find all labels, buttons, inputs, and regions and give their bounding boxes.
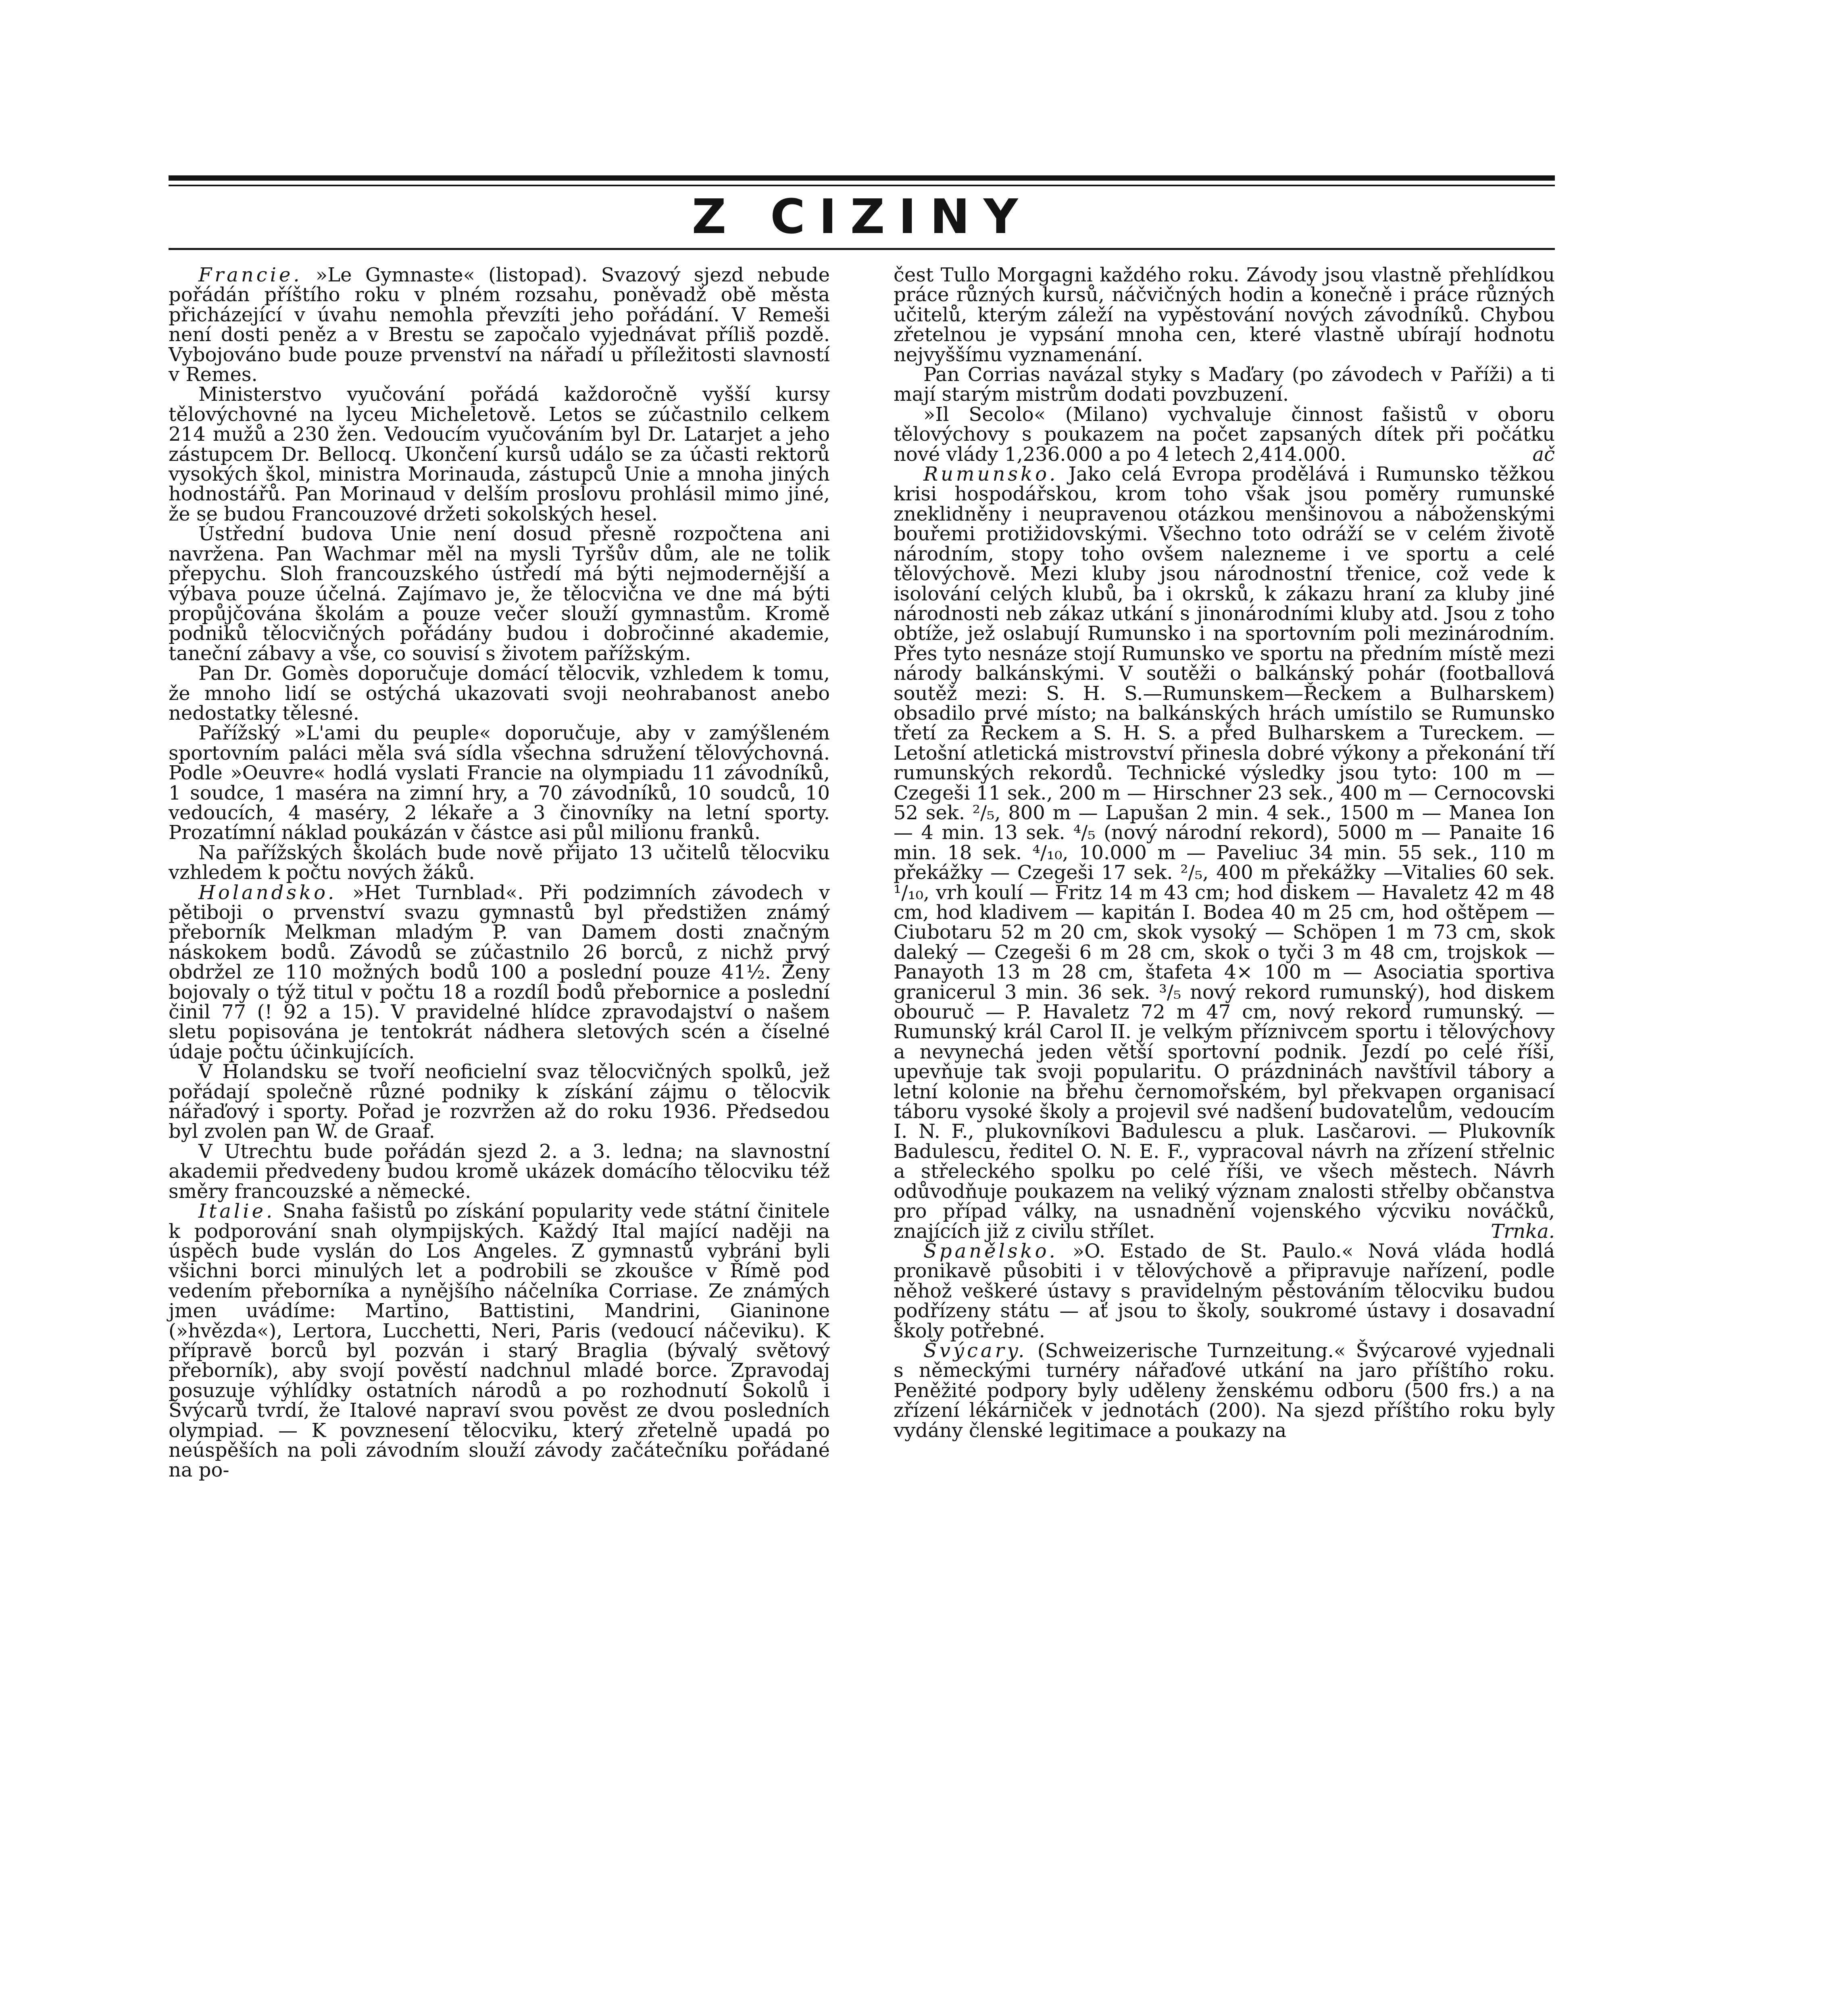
paragraph-utrecht: V Utrechtu bude pořádán sjezd 2. a 3. ledna; na slavnostní akademii předvedeny budou kromě ukázek domácího tělocviku též směry francouzské a německé. <box>169 1140 830 1203</box>
paragraph-italie: Italie. Snaha fašistů po získání popularity vede státní činitele k podporování snah olympijských. Každý Ital mající naději na úspěch bude vyslán do Los Angeles. Z gymnastů vybráni byli všichni borci minulých let a podrobili se zkoušce v Římě pod vedením přeborníka a nynějšího náčelníka Corriase. Ze známých jmen uvádíme: Martino, Battistini, Mandrini, Gianinone (»hvězda«), Lertora, Lucchetti, Neri, Paris (vedoucí náčeviku). K přípravě borců byl pozván i starý Braglia (bývalý světový přeborník), aby svojí pověstí nadchnul mladé borce. Zpravodaj posuzuje výhlídky ostatních národů a po rozhodnutí Sokolů i Švýcarů tvrdí, že Italové napraví svou pověst ze dvou posledních olympiad. — K povznesení tělocviku, který zřetelně upadá po neúspěších na poli závodním slouží závody začátečníku pořádané na po- <box>169 1200 830 1482</box>
signature-ac: ač <box>1532 443 1555 466</box>
paragraph-ucitele: Na pařížských školách bude nově přijato 13 učitelů tělocviku vzhledem k počtu nových žáků. <box>169 841 830 884</box>
paragraph-il-secolo: »Il Secolo« (Milano) vychvaluje činnost fašistů v oboru tělovýchovy s poukazem na počet zapsaných dítek při počátku nové vlády 1,236.000 a po 4 letech 2,414.000. ač <box>894 403 1555 466</box>
signature-trnka: Trnka. <box>1491 1220 1555 1243</box>
top-rule <box>169 175 1555 181</box>
section-title: Z CIZINY <box>692 189 1032 244</box>
paragraph-italie-continued: čest Tullo Morgagni každého roku. Závody jsou vlastně přehlídkou práce různých kursů, náčvičných hodin a konečně i práce různých učitelů, kterým záleží na vypěstování nových závodníků. Chybou zřetelnou je vypsání mnoha cen, které vlastně ubírají hodnotu nejvyššímu vyznamenání. <box>894 264 1555 366</box>
left-column <box>169 265 830 1481</box>
paragraph-corrias: Pan Corrias navázal styky s Maďary (po závodech v Paříži) a ti mají starým mistrům dodati povzbuzení. <box>894 363 1555 406</box>
paragraph-ami-du-peuple: Pařížský »L'ami du peuple« doporučuje, aby v zamýšleném sportovním paláci měla svá sídla všechna sdružení tělovýchovná. Podle »Oeuvre« hodlá vyslati Francie na olympiadu 11 závodníků, 1 soudce, 1 maséra na zimní hry, a 70 závodníků, 10 soudců, 10 vedoucích, 4 maséry, 2 lékaře a 3 činovníky na letní sporty. Prozatímní náklad poukázán v částce asi půl milionu franků. <box>169 722 830 844</box>
paragraph-ustredni-budova: Ústřední budova Unie není dosud přesně rozpočtena ani navržena. Pan Wachmar měl na mysli Tyršův dům, ale ne tolik přepychu. Sloh francouzského ústředí má býti nejmodernější a výbava pouze účelná. Zajímavo je, že tělocvična ve dne má býti propůjčována školám a pouze večer slouží gymnastům. Kromě podniků tělocvičných pořádány budou i dobročinné akademie, taneční zábavy a vše, co souvisí s životem pařížským. <box>169 523 830 665</box>
right-column <box>894 265 1555 1441</box>
paragraph-gomes: Pan Dr. Gomès doporučuje domácí tělocvik, vzhledem k tomu, že mnoho lidí se ostýchá ukazovati svoji neohrabanost anebo nedostatky tělesné. <box>169 662 830 725</box>
paragraph-spanelsko: Španělsko. »O. Estado de St. Paulo.« Nová vláda hodlá pronikavě působiti i v tělovýchově a připravuje nařízení, podle něhož veškeré ústavy s pravidelným pěstováním tělocviku budou podřízeny státu — ať jsou to školy, soukromé ústavy i dosavadní školy potřebné. <box>894 1239 1555 1342</box>
paragraph-holandsko-svaz: V Holandsku se tvoří neoficielní svaz tělocvičných spolků, jež pořádají společně různé podniky k získání zájmu o tělocvik nářaďový i sporty. Pořad je rozvržen až do roku 1936. Předsedou byl zvolen pan W. de Graaf. <box>169 1060 830 1143</box>
paragraph-rumunsko: Rumunsko. Jako celá Evropa prodělává i Rumunsko těžkou krisi hospodářskou, krom toho však jsou poměry rumunské zneklidněny i neupravenou otázkou menšinovou a náboženskými bouřemi protižidovskými. Všechno toto odráží se v celém životě národním, stopy toho ovšem nalezneme i ve sportu a celé tělovýchově. Mezi kluby jsou národnostní třenice, což vede k isolování celých klubů, ba i okrsků, k zákazu hraní za kluby jiné národnosti neb zákaz utkání s jinonárodními kluby atd. Jsou z toho obtíže, jež oslabují Rumunsko i na sportovním poli mezinárodním. Přes tyto nesnáze stojí Rumunsko ve sportu na předním místě mezi národy balkánskými. V soutěži o balkánský pohár (footballová soutěž mezi: S. H. S.—Rumunskem—Řeckem a Bulharskem) obsadilo prvé místo; na balkánských hrách umístilo se Rumunsko třetí za Řeckem a S. H. S. a před Bulharskem a Tureckem. — Letošní atletická mistrovství přinesla dobré výkony a překonání tří rumunských rekordů. Technické výsledky jsou tyto: 100 m — Czegeši 11 sek., 200 m — Hirschner 23 sek., 400 m — Cernocovski 52 sek. ²/₅, 800 m — Lapušan 2 min. 4 sek., 1500 m — Manea Ion — 4 min. 13 sek. ⁴/₅ (nový národní rekord), 5000 m — Panaite 16 min. 18 sek. ⁴/₁₀, 10.000 m — Paveliuc 34 min. 55 sek., 110 m překážky — Czegeši 17 sek. ²/₅, 400 m překážky —Vitalies 60 sek. ¹/₁₀, vrh koulí — Fritz 14 m 43 cm; hod diskem — Havaletz 42 m 48 cm, hod kladivem — kapitán I. Bodea 40 m 25 cm, hod oštěpem — Ciubotaru 52 m 20 cm, skok vysoký — Schöpen 1 m 73 cm, skok daleký — Czegeši 6 m 28 cm, skok o tyči 3 m 48 cm, trojskok — Panayoth 13 m 28 cm, štafeta 4× 100 m — Asociatia sportiva granicerul 3 min. 36 sek. ³/₅ nový rekord rumunský), hod diskem obouruč — P. Havaletz 72 m 47 cm, nový rekord rumunský. — Rumunský král Carol II. je velkým příznivcem sportu i tělovýchovy a nevynechá jeden větší sportovní podnik. Jezdí po celé říši, upevňuje tak svoji popularitu. O prázdninách navštívil tábory a letní kolonie na břehu černomořském, byl překvapen organisací táboru vysoké školy a projevil své nadšení budovatelům, vedoucím I. N. F., plukovníkovi Badulescu a pluk. Lasčarovi. — Plukovník Badulescu, ředitel O. N. E. F., vypracoval návrh na zřízení střelnic a střeleckého spolku po celé říši, ve všech městech. Návrh odůvodňuje poukazem na veliký význam znalosti střelby občanstva pro případ války, na usnadnění vojenského výcviku nováčků, znajících již z civilu střílet. Trnka. <box>894 463 1555 1243</box>
paragraph-francie-gymnaste: Francie. »Le Gymnaste« (listopad). Svazový sjezd nebude pořádán příštího roku v plném rozsahu, poněvadž obě města přicházející v úvahu nemohla převzíti jeho pořádání. V Remeši není dosti peněz a v Brestu se započalo vyjednávat příliš pozdě. Vybojováno bude pouze prvenství na nářadí u příležitosti slavností v Remes. <box>169 264 830 386</box>
paragraph-svycary: Švýcary. (Schweizerische Turnzeitung.« Švýcarové vyjednali s německými turnéry nářaďové utkání na jaro příštího roku. Peněžité podpory byly uděleny ženskému odboru (500 frs.) a na zřízení lékárniček v jednotách (200). Na sjezd příštího roku byly vydány členské legitimace a poukazy na <box>894 1339 1555 1442</box>
paragraph-ministerstvo: Ministerstvo vyučování pořádá každoročně vyšší kursy tělovýchovné na lyceu Micheletově. Letos se zúčastnilo celkem 214 mužů a 230 žen. Vedoucím vyučováním byl Dr. Latarjet a jeho zástupcem Dr. Bellocq. Ukončení kursů událo se za účasti rektorů vysokých škol, ministra Morinauda, zástupců Unie a mnoha jiných hodnostářů. Pan Morinaud v delším proslovu prohlásil mimo jiné, že se budou Francouzové držeti sokolských hesel. <box>169 383 830 525</box>
title-underline <box>169 248 1555 250</box>
paragraph-holandsko: Holandsko. »Het Turnblad«. Při podzimních závodech v pětiboji o prvenství svazu gymnastů byl předstižen známý přeborník Melkman mladým P. van Damem dosti značným náskokem bodů. Závodů se zúčastnilo 26 borců, z nichž prvý obdržel ze 110 možných bodů 100 a poslední pouze 41½. Ženy bojovaly o týž titul v počtu 18 a rozdíl bodů přebornice a poslední činil 77 (! 92 a 15). V pravidelné hlídce zpravodajství o našem sletu popisována je tentokrát nádhera sletových scén a číselné údaje počtu účinkujících. <box>169 881 830 1063</box>
